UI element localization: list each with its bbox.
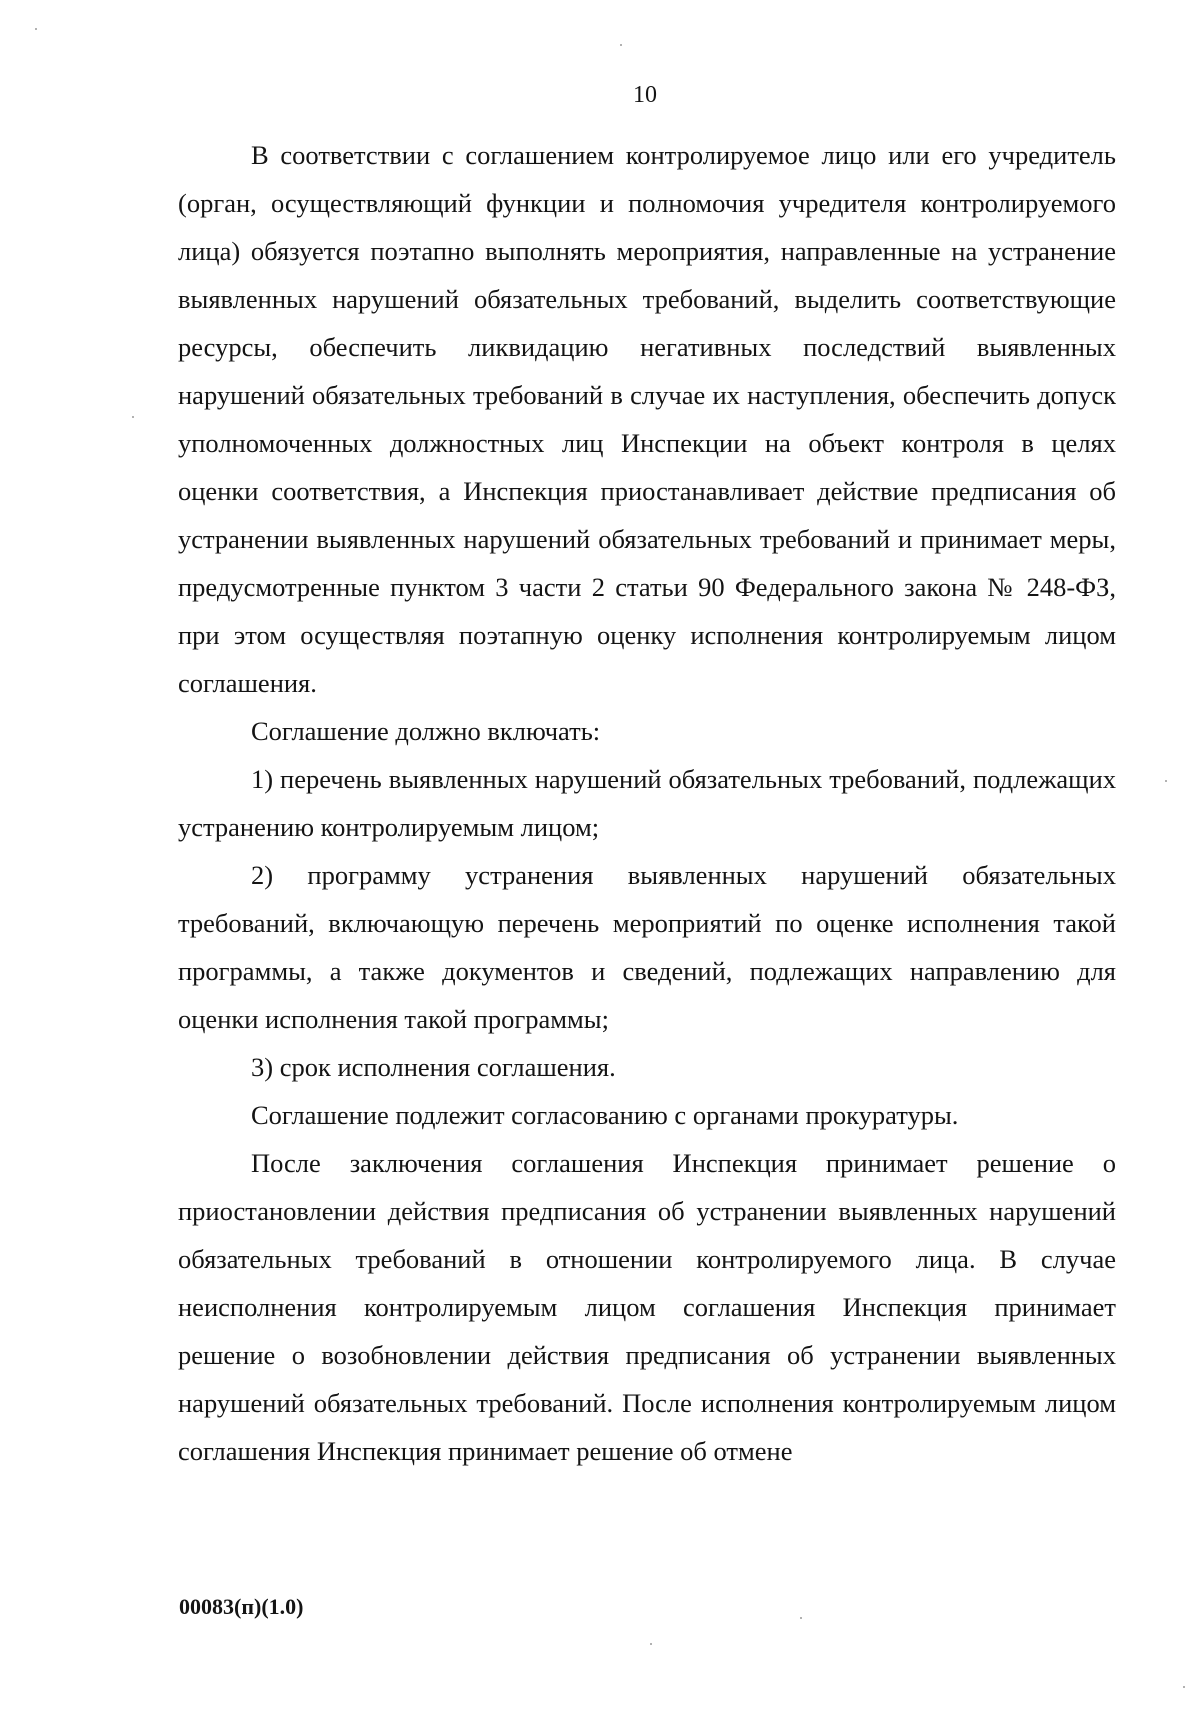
- list-item-2: 2) программу устранения выявленных нарушений обязательных требований, включающую перечень мероприятий по оценке исполнения такой программы, а также документов и сведений, подлежащих направлению для оценки исполнения такой программы;: [178, 860, 1116, 1034]
- paragraph-after-agreement: После заключения соглашения Инспекция принимает решение о приостановлении действия предписания об устранении выявленных нарушений обязательных требований в отношении контролируемого лица. В случае неисполнения контролируемым лицом соглашения Инспекция принимает решение о возобновлении действия предписания об устранении выявленных нарушений обязательных требований. После исполнения контролируемым лицом соглашения Инспекция принимает решение об отмене: [178, 1148, 1116, 1466]
- paragraph-prosecutor-approval: Соглашение подлежит согласованию с органами прокуратуры.: [251, 1100, 959, 1130]
- document-body: [178, 131, 1116, 1475]
- list-item-1: 1) перечень выявленных нарушений обязательных требований, подлежащих устранению контролируемым лицом;: [178, 764, 1116, 842]
- scan-speck: [620, 44, 622, 46]
- page-number: 10: [633, 82, 657, 108]
- scan-speck: [1165, 780, 1167, 782]
- scan-speck: [132, 416, 134, 418]
- paragraph-agreement-obligations: В соответствии с соглашением контролируемое лицо или его учредитель (орган, осуществляющий функции и полномочия учредителя контролируемого лица) обязуется поэтапно выполнять мероприятия, направленные на устранение выявленных нарушений обязательных требований, выделить соответствующие ресурсы, обеспечить ликвидацию негативных последствий выявленных нарушений обязательных требований в случае их наступления, обеспечить допуск уполномоченных должностных лиц Инспекции на объект контроля в целях оценки соответствия, а Инспекция приостанавливает действие предписания об устранении выявленных нарушений обязательных требований и принимает меры, предусмотренные пунктом 3 части 2 статьи 90 Федерального закона № 248-ФЗ, при этом осуществляя поэтапную оценку исполнения контролируемым лицом соглашения.: [178, 140, 1116, 698]
- list-item-3: 3) срок исполнения соглашения.: [251, 1052, 616, 1082]
- scan-speck: [35, 28, 37, 30]
- scan-speck: [650, 1643, 652, 1645]
- paragraph-agreement-contents: Соглашение должно включать:: [251, 716, 601, 746]
- document-code: 00083(п)(1.0): [179, 1594, 304, 1619]
- scan-speck: [1183, 1686, 1185, 1688]
- scan-speck: [800, 1617, 802, 1619]
